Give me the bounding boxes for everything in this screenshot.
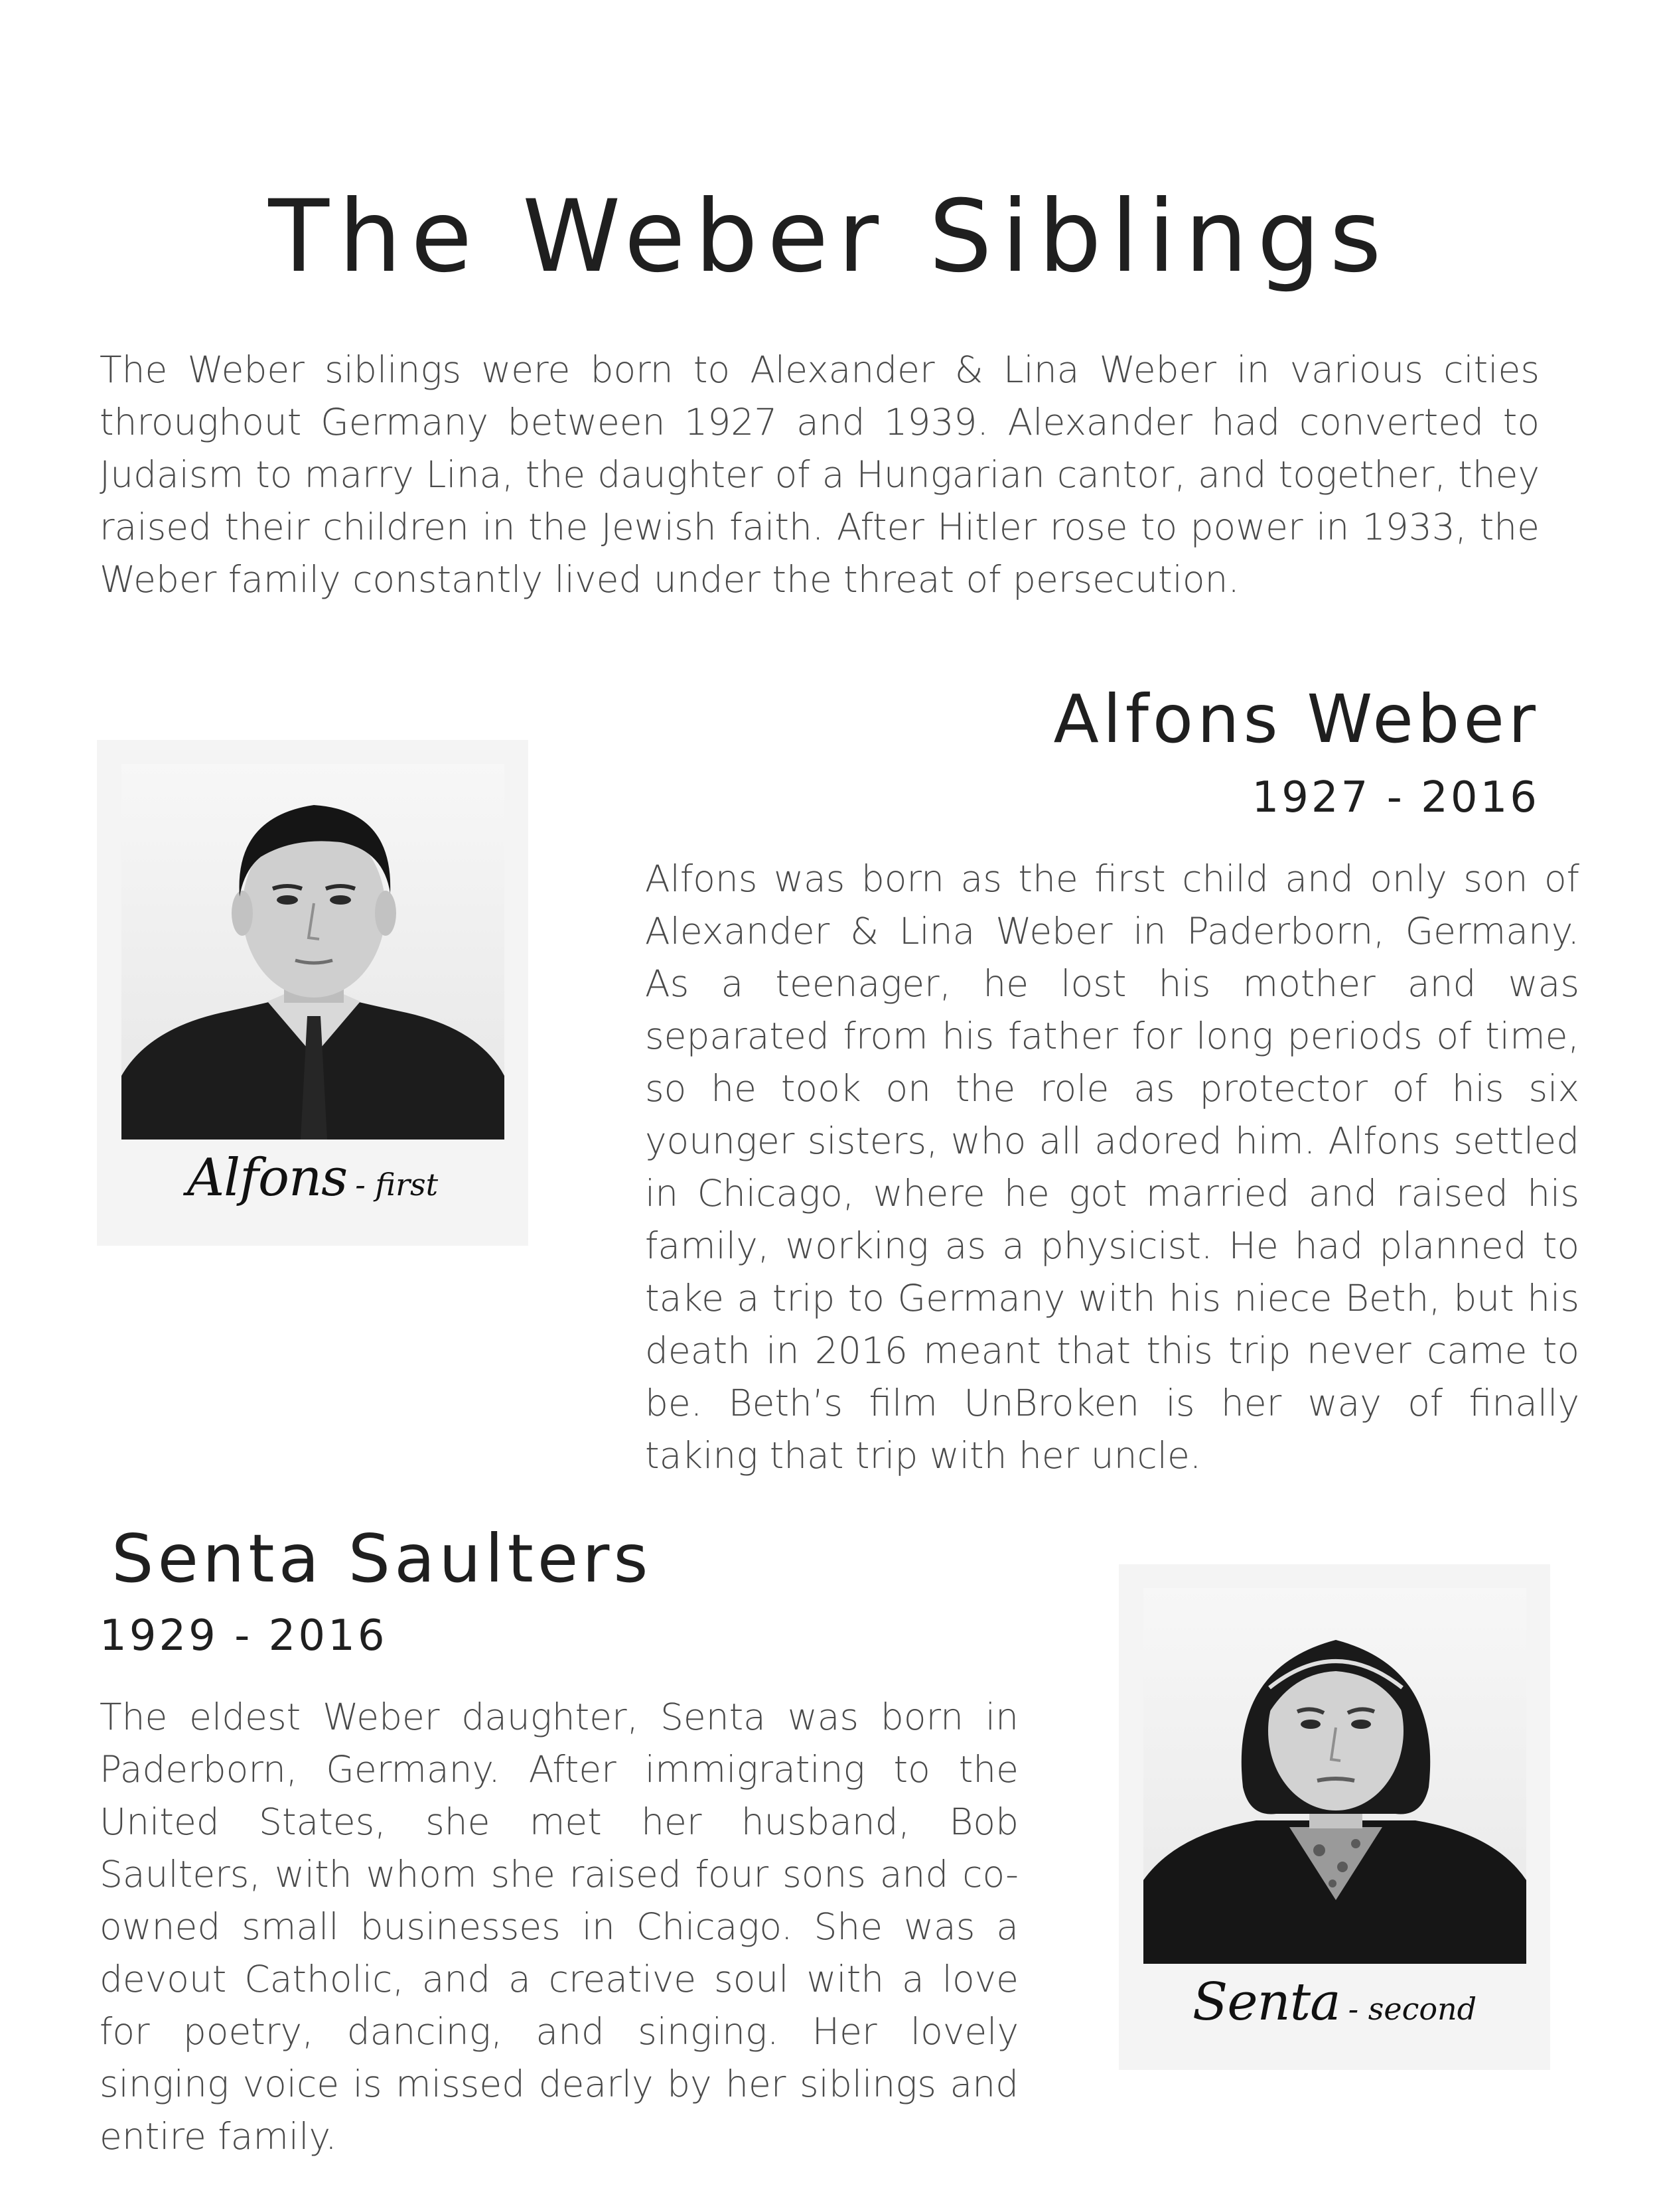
senta-caption-name: Senta [1192,1972,1340,2032]
alfons-photo [97,740,528,1246]
alfons-caption-order: - first [355,1167,439,1203]
senta-name-heading: Senta Saulters [111,1520,652,1597]
alfons-name-heading: Alfons Weber [1053,680,1540,758]
senta-portrait-image [1143,1588,1526,1964]
senta-bio: The eldest Weber daughter, Senta was born in Paderborn, Germany. After immigrating to the United States, she met her husband, Bob Saulters, with whom she raised four sons and co-owned small businesses in Chicago. She was a devout Catholic, and a creative soul with a love for poetry, dancing, and singing. Her lovely singing voice is missed dearly by her siblings and entire family. [100,1696,1019,2158]
senta-caption-order: - second [1348,1991,1477,2027]
alfons-bio: Alfons was born as the first child and only son of Alexander & Lina Weber in Paderborn, Germany. As a teenager, he lost his mother and was separated from his father for long periods of time, so he took on the role as protector of his six younger sisters, who all adored him. Alfons settled in Chicago, where he got married and raised his family, working as a physicist. He had planned to take a trip to Germany with his niece Beth, but his death in 2016 meant that this trip never came to be. Beth’s film UnBroken is her way of finally taking that trip with her uncle. [645,857,1579,1477]
alfons-years: 1927 - 2016 [1252,773,1540,822]
senta-years: 1929 - 2016 [100,1611,388,1660]
senta-photo [1119,1564,1550,2070]
alfons-caption-name: Alfons [186,1148,348,1208]
alfons-photo-caption [97,1148,528,1228]
senta-photo-caption [1119,1972,1550,2052]
intro-paragraph: The Weber siblings were born to Alexander & Lina Weber in various cities throughout Germany between 1927 and 1939. Alexander had converted to Judaism to marry Lina, the daughter of a Hungarian cantor, and together, they raised their children in the Jewish faith. After Hitler rose to power in 1933, the Weber family constantly lived under the threat of persecution. [100,348,1540,601]
alfons-portrait-image [121,764,504,1140]
page-title: The Weber Siblings [268,179,1391,295]
